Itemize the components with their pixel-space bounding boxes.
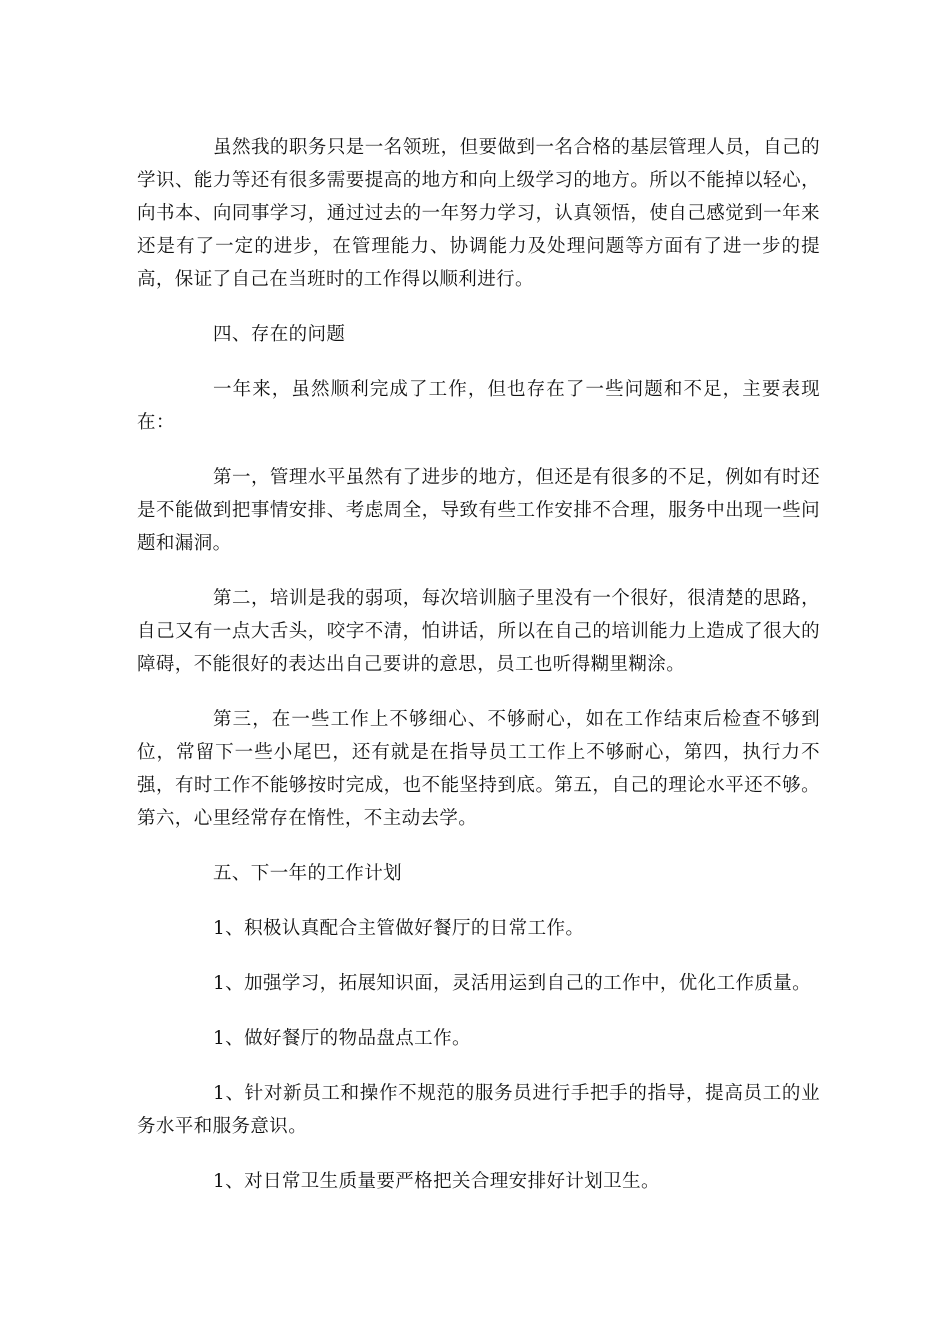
plan-item: 1、积极认真配合主管做好餐厅的日常工作。: [213, 918, 585, 939]
plan-item: 1、针对新员工和操作不规范的服务员进行手把手的指导，提高员工的业务水平和服务意识。: [137, 1083, 820, 1137]
plan-item: 1、对日常卫生质量要严格把关合理安排好计划卫生。: [213, 1171, 660, 1192]
paragraph-problems-intro: 一年来，虽然顺利完成了工作，但也存在了一些问题和不足，主要表现在：: [137, 379, 820, 433]
document-body: [137, 131, 820, 1220]
section-heading-next-year-plan: 五、下一年的工作计划: [213, 863, 403, 884]
plan-item: 1、加强学习，拓展知识面，灵活用运到自己的工作中，优化工作质量。: [213, 973, 812, 994]
paragraph-problem-second: 第二，培训是我的弱项，每次培训脑子里没有一个很好，很清楚的思路，自己又有一点大舌头，咬字不清，怕讲话，所以在自己的培训能力上造成了很大的障碍，不能很好的表达出自己要讲的意思，员工也听得糊里糊涂。: [137, 588, 820, 675]
plan-item: 1、做好餐厅的物品盘点工作。: [213, 1028, 471, 1049]
paragraph-problem-third: 第三，在一些工作上不够细心、不够耐心，如在工作结束后检查不够到位，常留下一些小尾巴，还有就是在指导员工工作上不够耐心，第四，执行力不强，有时工作不能够按时完成，也不能坚持到底。第五，自己的理论水平还不够。第六，心里经常存在惰性，不主动去学。: [137, 709, 820, 829]
section-heading-problems: 四、存在的问题: [213, 324, 346, 345]
paragraph-self-improvement: 虽然我的职务只是一名领班，但要做到一名合格的基层管理人员，自己的学识、能力等还有很多需要提高的地方和向上级学习的地方。所以不能掉以轻心，向书本、向同事学习，通过过去的一年努力学习，认真领悟，使自己感觉到一年来还是有了一定的进步，在管理能力、协调能力及处理问题等方面有了进一步的提高，保证了自己在当班时的工作得以顺利进行。: [137, 137, 820, 290]
paragraph-problem-first: 第一，管理水平虽然有了进步的地方，但还是有很多的不足，例如有时还是不能做到把事情安排、考虑周全，导致有些工作安排不合理，服务中出现一些问题和漏洞。: [137, 467, 820, 554]
